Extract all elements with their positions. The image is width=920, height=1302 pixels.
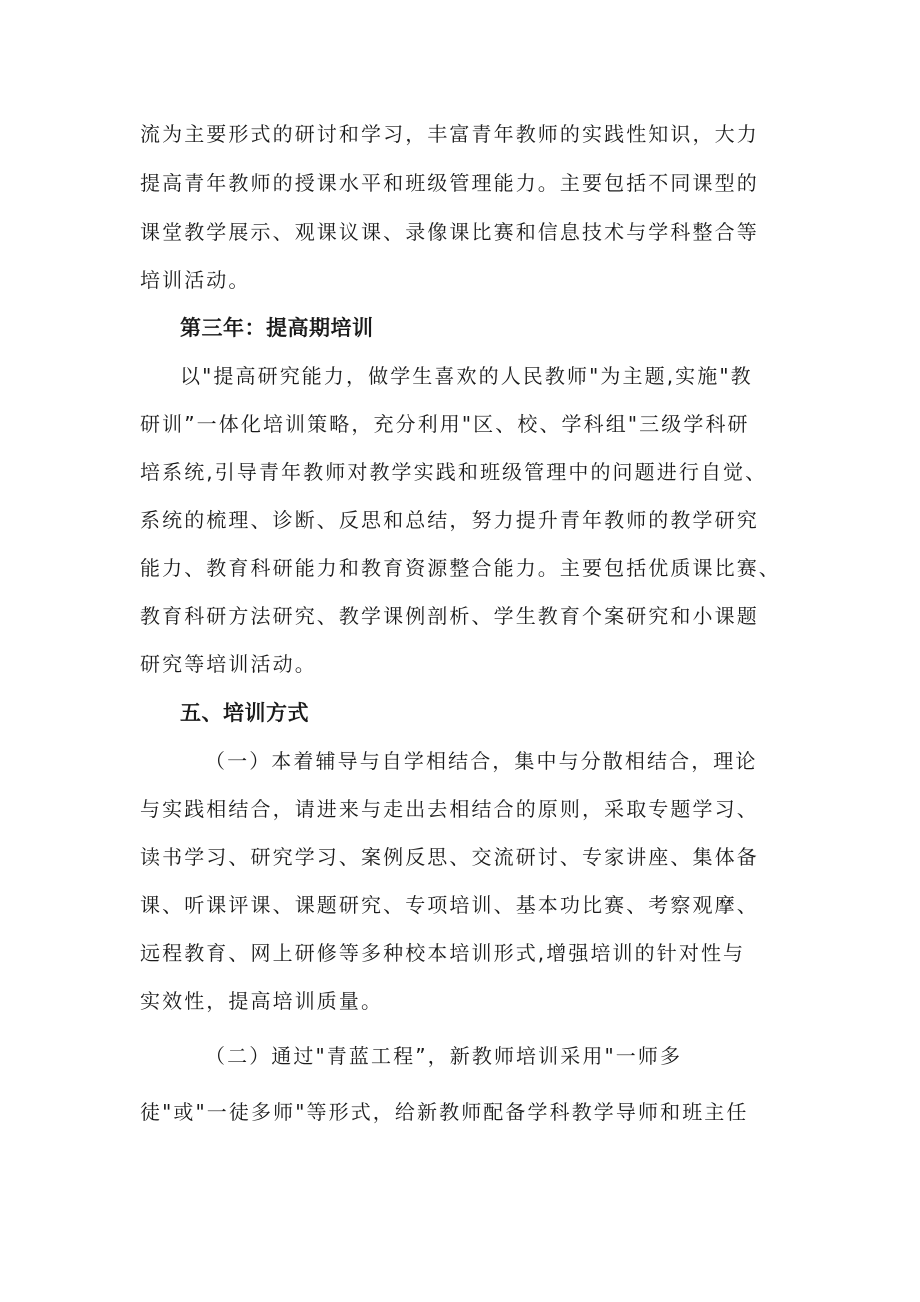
- paragraph-line: 流为主要形式的研讨和学习，丰富青年教师的实践性知识，大力: [140, 122, 759, 146]
- paragraph-line: 远程教育、网上研修等多种校本培训形式,增强培训的针对性与: [140, 941, 746, 965]
- paragraph-line: 能力、教育科研能力和教育资源整合能力。主要包括优质课比赛、: [140, 556, 781, 580]
- paragraph-line: 系统的梳理、诊断、反思和总结，努力提升青年教师的教学研究: [140, 508, 759, 532]
- paragraph-line: （二）通过"青蓝工程”，新教师培训采用"一师多: [205, 1044, 683, 1068]
- paragraph-line: （一）本着辅导与自学相结合，集中与分散相结合，理论: [205, 749, 758, 773]
- section-heading-year3: 第三年：提高期培训: [180, 316, 374, 340]
- paragraph-line: 培训活动。: [140, 268, 251, 292]
- paragraph-line: 实效性，提高培训质量。: [140, 989, 384, 1013]
- paragraph-line: 课、听课评课、课题研究、专项培训、基本功比赛、考察观摩、: [140, 893, 759, 917]
- paragraph-line: 研训”一体化培训策略，充分利用"区、校、学科组"三级学科研: [140, 412, 750, 436]
- paragraph-line: 提高青年教师的授课水平和班级管理能力。主要包括不同课型的: [140, 171, 759, 195]
- paragraph-line: 徒"或"一徒多师"等形式，给新教师配备学科教学导师和班主任: [140, 1100, 749, 1124]
- paragraph-line: 读书学习、研究学习、案例反思、交流研讨、专家讲座、集体备: [140, 845, 759, 869]
- paragraph-line: 以"提高研究能力，做学生喜欢的人民教师"为主题,实施"教: [180, 364, 753, 388]
- paragraph-line: 课堂教学展示、观课议课、录像课比赛和信息技术与学科整合等: [140, 220, 759, 244]
- paragraph-line: 与实践相结合，请进来与走出去相结合的原则，采取专题学习、: [140, 797, 759, 821]
- paragraph-line: 培系统,引导青年教师对教学实践和班级管理中的问题进行自觉、: [140, 460, 768, 484]
- section-heading-training-methods: 五、培训方式: [180, 701, 309, 725]
- paragraph-line: 研究等培训活动。: [140, 652, 317, 676]
- paragraph-line: 教育科研方法研究、教学课例剖析、学生教育个案研究和小课题: [140, 604, 759, 628]
